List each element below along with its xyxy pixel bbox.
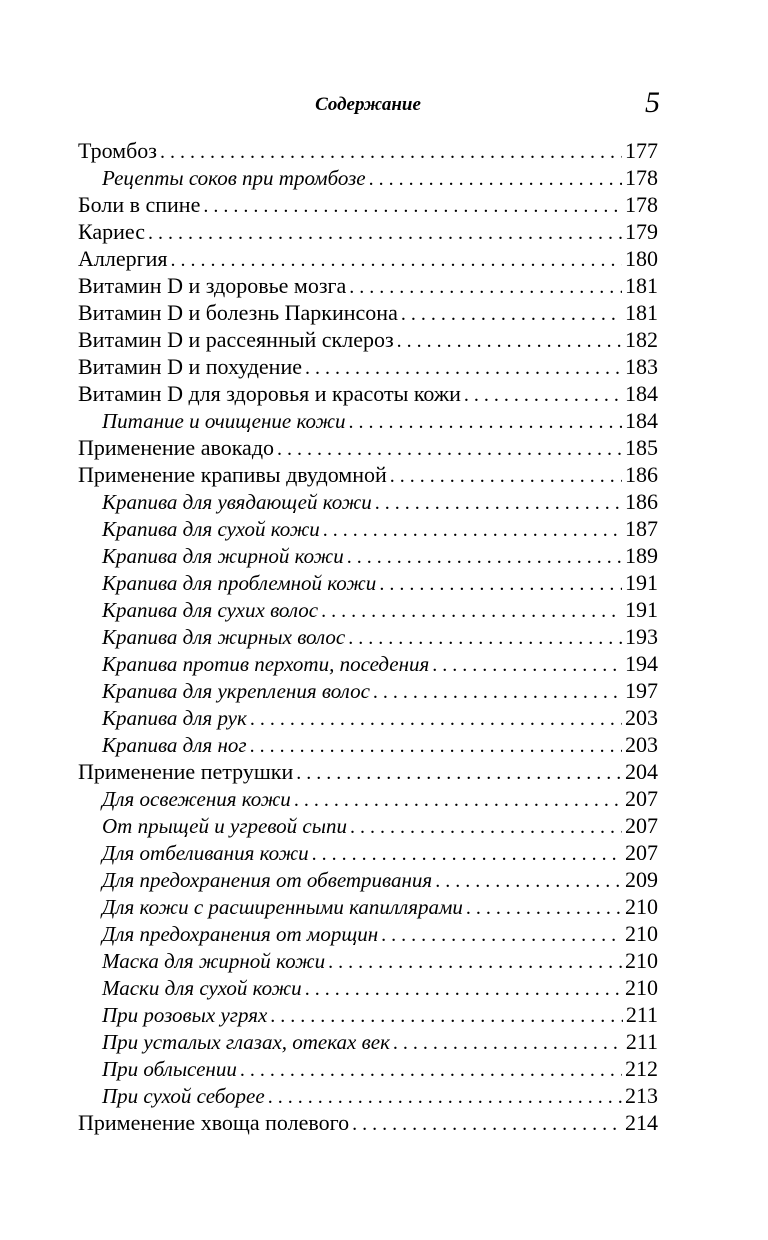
toc-subentry <box>78 596 658 623</box>
toc-entry-title: Крапива против перхоти, поседения <box>102 652 430 676</box>
toc-entry <box>78 758 658 785</box>
dot-leader <box>312 841 622 868</box>
toc-entry <box>78 272 658 299</box>
dot-leader <box>349 409 622 436</box>
toc-subentry <box>78 785 658 812</box>
toc-entry-page: 207 <box>625 786 658 811</box>
toc-entry <box>78 326 658 353</box>
dot-leader <box>203 193 622 220</box>
toc-entry-page: 207 <box>625 840 658 865</box>
dot-leader <box>381 922 622 949</box>
dot-leader <box>435 868 622 895</box>
toc-entry-page: 178 <box>625 192 658 217</box>
toc-subentry <box>78 839 658 866</box>
dot-leader <box>349 274 622 301</box>
toc-entry-title: Крапива для ног <box>102 733 247 757</box>
dot-leader <box>373 679 622 706</box>
toc-entry <box>78 218 658 245</box>
toc-entry-title: При розовых угрях <box>102 1003 268 1027</box>
dot-leader <box>294 787 622 814</box>
toc-entry <box>78 137 658 164</box>
toc-entry-page: 177 <box>625 138 658 163</box>
toc-subentry <box>78 947 658 974</box>
toc-entry-page: 191 <box>625 570 658 595</box>
toc-entry-page: 209 <box>625 867 658 892</box>
toc-entry <box>78 353 658 380</box>
toc-subentry <box>78 704 658 731</box>
dot-leader <box>350 814 622 841</box>
toc-entry-page: 194 <box>625 651 658 676</box>
toc-entry-page: 211 <box>625 1002 658 1027</box>
toc-entry-page: 187 <box>625 516 658 541</box>
toc-entry <box>78 380 658 407</box>
toc-entry-page: 210 <box>625 948 658 973</box>
toc-entry <box>78 299 658 326</box>
toc-entry-page: 210 <box>625 975 658 1000</box>
toc-entry-page: 181 <box>625 273 658 298</box>
toc-entry-page: 181 <box>625 300 658 325</box>
toc-entry-title: Крапива для проблемной кожи <box>102 571 377 595</box>
toc-subentry <box>78 1055 658 1082</box>
toc-entry-title: При усталых глазах, отеках век <box>102 1030 390 1054</box>
toc-entry-title: При облысении <box>102 1057 237 1081</box>
dot-leader <box>401 301 622 328</box>
dot-leader <box>432 652 622 679</box>
toc-subentry <box>78 488 658 515</box>
toc-entry-page: 185 <box>625 435 658 460</box>
dot-leader <box>268 1084 622 1111</box>
dot-leader <box>160 139 622 166</box>
dot-leader <box>328 949 622 976</box>
toc-entry-title: Для освежения кожи <box>102 787 291 811</box>
toc-entry-page: 179 <box>625 219 658 244</box>
toc-entry-page: 211 <box>625 1029 658 1054</box>
toc-entry-title: Маски для сухой кожи <box>102 976 302 1000</box>
toc-entry <box>78 434 658 461</box>
toc-entry-page: 193 <box>625 624 658 649</box>
toc-entry-title: Крапива для увядающей кожи <box>102 490 372 514</box>
dot-leader <box>348 625 622 652</box>
toc-entry-page: 178 <box>625 165 658 190</box>
dot-leader <box>393 1030 623 1057</box>
toc-entry-page: 204 <box>625 759 658 784</box>
dot-leader <box>240 1057 622 1084</box>
toc-entry-title: Крапива для укрепления волос <box>102 679 370 703</box>
toc-entry-page: 203 <box>625 732 658 757</box>
toc-subentry <box>78 893 658 920</box>
toc-entry-page: 197 <box>625 678 658 703</box>
toc-entry-page: 184 <box>625 381 658 406</box>
toc-subentry <box>78 1001 658 1028</box>
dot-leader <box>321 598 622 625</box>
toc-entry <box>78 245 658 272</box>
dot-leader <box>296 760 622 787</box>
toc-subentry <box>78 164 658 191</box>
dot-leader <box>148 220 622 247</box>
toc-entry-title: Крапива для жирной кожи <box>102 544 344 568</box>
toc-entry-title: Крапива для сухой кожи <box>102 517 320 541</box>
dot-leader <box>305 355 622 382</box>
toc-subentry <box>78 677 658 704</box>
toc-entry-title: Для предохранения от обветривания <box>102 868 433 892</box>
dot-leader <box>352 1111 622 1138</box>
toc-entry-title: Применение авокадо <box>78 435 275 460</box>
dot-leader <box>250 733 622 760</box>
toc-subentry <box>78 650 658 677</box>
toc-entry-page: 180 <box>625 246 658 271</box>
toc-subentry <box>78 515 658 542</box>
running-head <box>78 88 658 118</box>
toc-subentry <box>78 920 658 947</box>
running-title: Содержание <box>315 94 421 115</box>
toc-entry-title: Крапива для жирных волос <box>102 625 346 649</box>
toc-entry-title: Применение петрушки <box>78 759 294 784</box>
toc-subentry <box>78 623 658 650</box>
dot-leader <box>277 436 622 463</box>
toc-entry-title: Применение крапивы двудомной <box>78 462 387 487</box>
dot-leader <box>466 895 622 922</box>
dot-leader <box>270 1003 623 1030</box>
toc-subentry <box>78 1028 658 1055</box>
toc-entry-title: Кариес <box>78 219 145 244</box>
table-of-contents <box>78 137 658 1136</box>
toc-entry-title: Для предохранения от морщин <box>102 922 379 946</box>
toc-entry-page: 207 <box>625 813 658 838</box>
toc-subentry <box>78 569 658 596</box>
toc-entry-page: 213 <box>625 1083 658 1108</box>
toc-entry-title: Маска для жирной кожи <box>102 949 326 973</box>
toc-entry-title: Для отбеливания кожи <box>102 841 309 865</box>
toc-entry-title: Тромбоз <box>78 138 157 163</box>
toc-entry-title: Витамин D для здоровья и красоты кожи <box>78 381 461 406</box>
toc-entry-title: Аллергия <box>78 246 168 271</box>
toc-entry-page: 183 <box>625 354 658 379</box>
toc-entry-page: 184 <box>625 408 658 433</box>
dot-leader <box>375 490 622 517</box>
toc-subentry <box>78 542 658 569</box>
toc-subentry <box>78 974 658 1001</box>
dot-leader <box>323 517 622 544</box>
dot-leader <box>397 328 622 355</box>
dot-leader <box>379 571 622 598</box>
toc-entry <box>78 191 658 218</box>
toc-entry-title: От прыщей и угревой сыпи <box>102 814 347 838</box>
toc-entry-title: Крапива для рук <box>102 706 247 730</box>
toc-entry-page: 182 <box>625 327 658 352</box>
toc-subentry <box>78 866 658 893</box>
toc-entry-page: 203 <box>625 705 658 730</box>
toc-entry-title: Рецепты соков при тромбозе <box>102 166 366 190</box>
toc-entry-title: Витамин D и похудение <box>78 354 302 379</box>
dot-leader <box>390 463 622 490</box>
toc-entry-title: Витамин D и рассеянный склероз <box>78 327 394 352</box>
toc-entry-title: Боли в спине <box>78 192 201 217</box>
toc-entry-page: 186 <box>625 489 658 514</box>
toc-entry-title: Крапива для сухих волос <box>102 598 319 622</box>
toc-entry <box>78 461 658 488</box>
toc-subentry <box>78 812 658 839</box>
toc-entry-page: 212 <box>625 1056 658 1081</box>
dot-leader <box>369 166 622 193</box>
toc-entry-title: При сухой себорее <box>102 1084 265 1108</box>
dot-leader <box>347 544 622 571</box>
dot-leader <box>171 247 622 274</box>
toc-subentry <box>78 731 658 758</box>
dot-leader <box>305 976 622 1003</box>
dot-leader <box>250 706 622 733</box>
toc-entry-page: 191 <box>625 597 658 622</box>
toc-entry-page: 210 <box>625 894 658 919</box>
toc-entry-page: 214 <box>625 1110 658 1135</box>
toc-entry-title: Витамин D и здоровье мозга <box>78 273 347 298</box>
toc-entry-page: 210 <box>625 921 658 946</box>
toc-entry-title: Витамин D и болезнь Паркинсона <box>78 300 398 325</box>
page-number: 5 <box>645 86 660 119</box>
toc-subentry <box>78 407 658 434</box>
toc-subentry <box>78 1082 658 1109</box>
toc-entry-page: 186 <box>625 462 658 487</box>
toc-entry-page: 189 <box>625 543 658 568</box>
toc-entry-title: Для кожи с расширенными капиллярами <box>102 895 463 919</box>
dot-leader <box>464 382 622 409</box>
toc-entry-title: Питание и очищение кожи <box>102 409 346 433</box>
toc-entry <box>78 1109 658 1136</box>
toc-entry-title: Применение хвоща полевого <box>78 1110 350 1135</box>
